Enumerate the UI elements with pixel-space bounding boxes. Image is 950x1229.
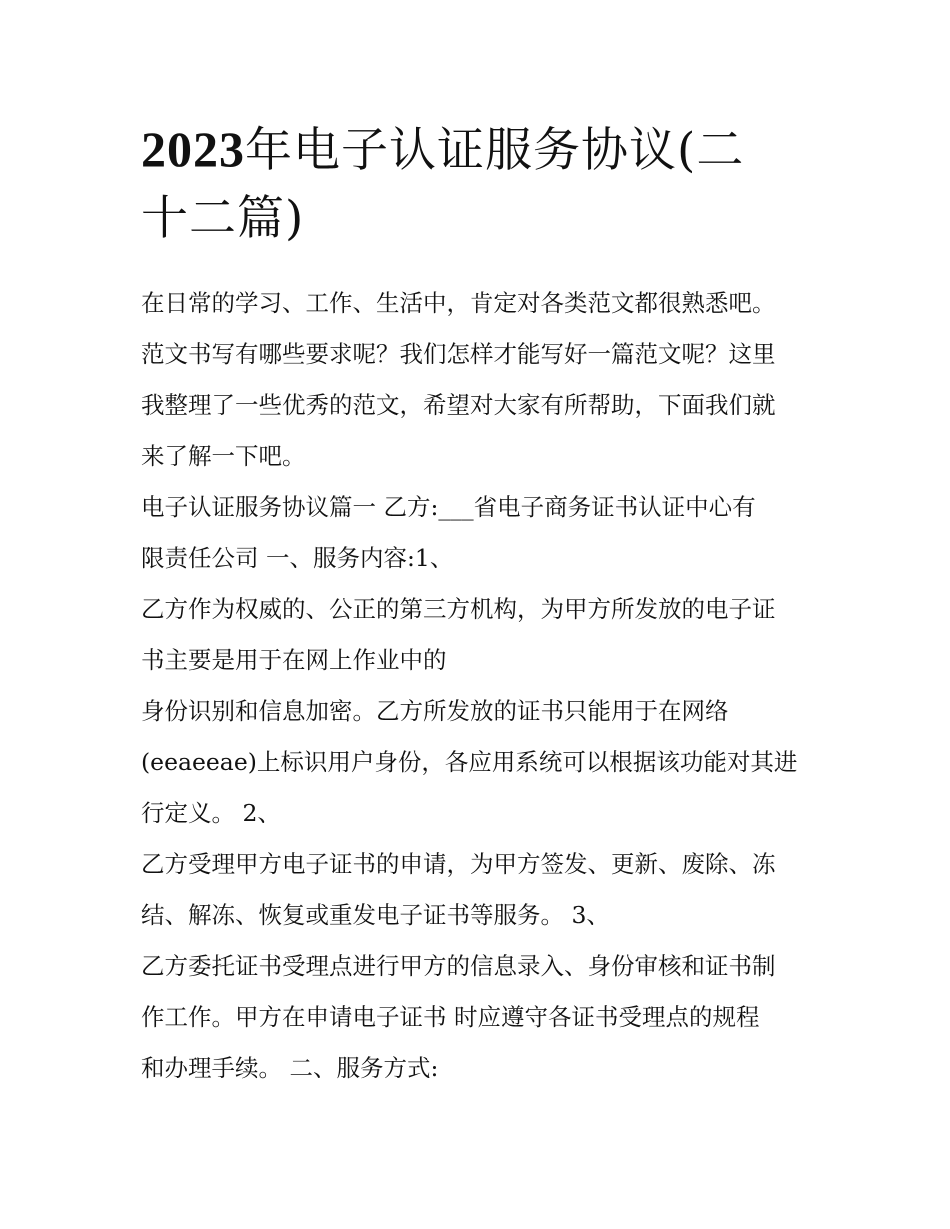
body-line: 和办理手续。 二、服务方式: [141, 1054, 439, 1082]
body-line: 范文书写有哪些要求呢？我们怎样才能写好一篇范文呢？这里 [141, 340, 776, 368]
body-line: 书主要是用于在网上作业中的 [141, 646, 447, 674]
body-line: 电子认证服务协议篇一 乙方:___省电子商务证书认证中心有 [141, 493, 756, 521]
title-line-1-text: 年电子认证服务协议(二 [245, 123, 745, 178]
body-line: 身份识别和信息加密。乙方所发放的证书只能用于在网络 [141, 697, 729, 725]
document-title [141, 115, 801, 253]
body-line: 限责任公司 一、服务内容:1、 [141, 544, 454, 572]
body-line: 来了解一下吧。 [141, 442, 306, 470]
body-line: 结、解冻、恢复或重发电子证书等服务。 3、 [141, 901, 610, 929]
body-line: 在日常的学习、工作、生活中，肯定对各类范文都很熟悉吧。 [141, 289, 776, 317]
body-line: (eeaeeae)上标识用户身份，各应用系统可以根据该功能对其进 [141, 748, 798, 776]
title-line-2-text: 十二篇) [141, 191, 305, 246]
body-line: 行定义。 2、 [141, 799, 281, 827]
body-line: 乙方作为权威的、公正的第三方机构，为甲方所发放的电子证 [141, 595, 776, 623]
body-line: 乙方受理甲方电子证书的申请，为甲方签发、更新、废除、冻 [141, 850, 776, 878]
body-line: 作工作。甲方在申请电子证书 时应遵守各证书受理点的规程 [141, 1003, 760, 1031]
body-line: 乙方委托证书受理点进行甲方的信息录入、身份审核和证书制 [141, 952, 776, 980]
body-line: 我整理了一些优秀的范文，希望对大家有所帮助，下面我们就 [141, 391, 776, 419]
title-year: 2023 [141, 121, 245, 177]
document-body [141, 278, 821, 1094]
